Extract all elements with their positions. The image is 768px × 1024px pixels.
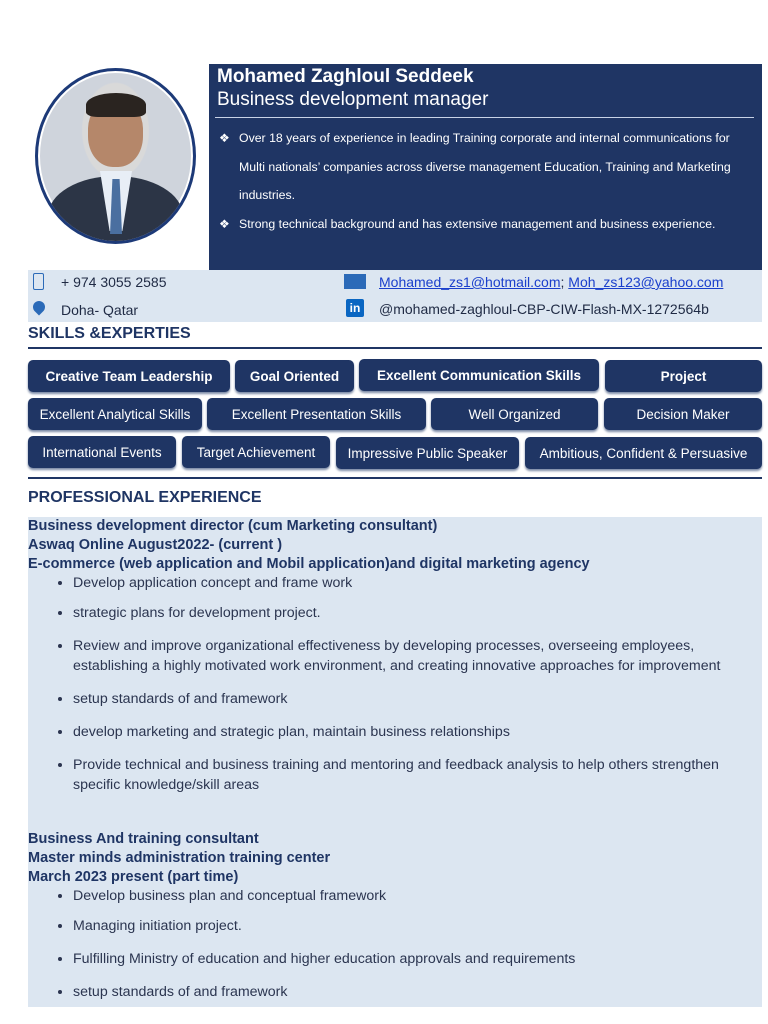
list-item: • strategic plans for development project. <box>73 603 763 623</box>
diamond-bullet-icon: ❖ <box>219 216 230 231</box>
job2-company: Master minds administration training center <box>28 850 331 866</box>
list-item: • Develop application concept and frame work <box>73 573 763 593</box>
skills-divider <box>28 347 762 349</box>
experience-panel <box>28 517 762 1007</box>
list-item: • Develop business plan and conceptual framework <box>73 886 763 906</box>
skill-chip: Creative Team Leadership <box>28 360 230 392</box>
summary-item: ❖ Strong technical background and has extensive management and business experience. <box>217 210 757 239</box>
job1-role: Business development director (cum Marketing consultant) <box>28 518 438 534</box>
candidate-name: Mohamed Zaghloul Seddeek <box>217 66 474 87</box>
list-item: • Managing initiation project. <box>73 916 763 936</box>
list-item: • develop marketing and strategic plan, maintain business relationships <box>73 722 763 742</box>
job1-bullets <box>28 573 763 808</box>
location-pin-icon <box>31 299 48 316</box>
skill-chip: Project <box>605 360 762 392</box>
job2-date: March 2023 present (part time) <box>28 869 239 885</box>
list-item: • setup standards of and framework <box>73 982 763 1002</box>
list-item: • setup standards of and framework <box>73 689 763 709</box>
list-item: • Fulfilling Ministry of education and higher education approvals and requirements <box>73 949 763 969</box>
skill-chip: Goal Oriented <box>235 360 354 392</box>
diamond-bullet-icon: ❖ <box>219 131 230 145</box>
profile-photo <box>35 68 196 244</box>
phone-icon <box>33 273 44 290</box>
skill-chip: Target Achievement <box>182 436 330 468</box>
summary-list <box>217 124 757 238</box>
job1-description: E-commerce (web application and Mobil application)and digital marketing agency <box>28 556 590 572</box>
candidate-title: Business development manager <box>217 89 489 110</box>
skill-chip: International Events <box>28 436 176 468</box>
list-item: • Review and improve organizational effectiveness by developing processes, overseeing employees, establishing a highly motivated work environment, and creating innovative approaches for improvement <box>73 636 763 676</box>
skills-heading: SKILLS &EXPERTIES <box>28 325 191 342</box>
linkedin-handle[interactable]: @mohamed-zaghloul-CBP-CIW-Flash-MX-1272564b <box>379 301 709 317</box>
phone-number: + 974 3055 2585 <box>61 274 167 290</box>
job1-company: Aswaq Online August2022- (current ) <box>28 537 283 553</box>
summary-item: ❖ Over 18 years of experience in leading Training corporate and internal communications for Multi nationals’ companies across diverse management Education, Training and Marketing industries. <box>217 124 757 210</box>
skill-chip: Excellent Communication Skills <box>359 359 599 391</box>
email-link-yahoo[interactable]: Moh_zs123@yahoo.com <box>568 274 724 290</box>
job2-role: Business And training consultant <box>28 831 259 847</box>
header-panel <box>209 64 762 270</box>
location: Doha- Qatar <box>61 302 139 318</box>
list-item: • Provide technical and business training and mentoring and feedback analysis to help others strengthen specific knowledge/skill areas <box>73 755 763 795</box>
skill-chip: Impressive Public Speaker <box>336 437 519 469</box>
skill-chip: Decision Maker <box>604 398 762 430</box>
skill-chip: Excellent Analytical Skills <box>28 398 202 430</box>
linkedin-icon: in <box>346 299 364 317</box>
email-line: Mohamed_zs1@hotmail.com; Moh_zs123@yahoo.com <box>379 274 724 290</box>
email-link-hotmail[interactable]: Mohamed_zs1@hotmail.com <box>379 274 561 290</box>
job2-bullets <box>28 886 763 1015</box>
skill-chip: Ambitious, Confident & Persuasive <box>525 437 762 469</box>
skills-bottom-divider <box>28 477 762 479</box>
contact-bar <box>28 270 762 322</box>
experience-heading: PROFESSIONAL EXPERIENCE <box>28 489 262 506</box>
mail-icon <box>344 274 366 289</box>
skill-chip: Excellent Presentation Skills <box>207 398 426 430</box>
skill-chip: Well Organized <box>431 398 598 430</box>
header-divider <box>215 117 754 118</box>
